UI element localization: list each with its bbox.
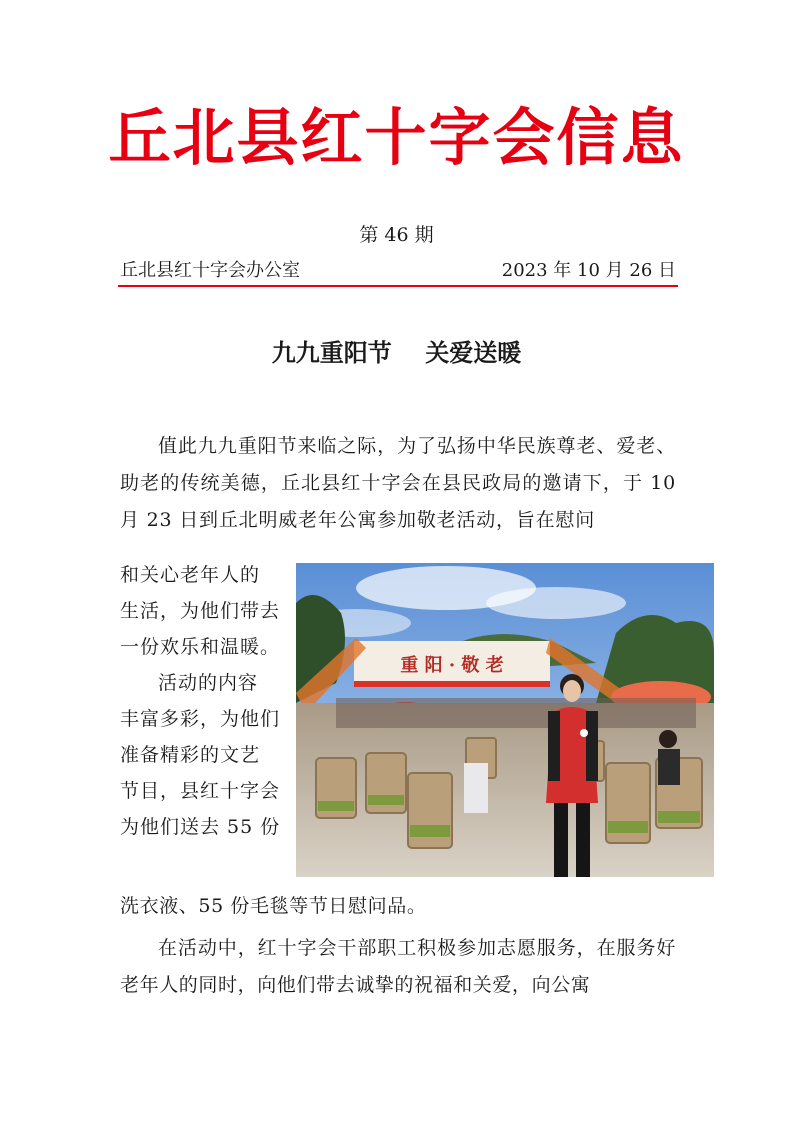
meta-row <box>120 258 676 284</box>
article-paragraph-1: 值此九九重阳节来临之际，为了弘扬中华民族尊老、爱老、助老的传统美德，丘北县红十字会在县民政局的邀请下，于 10 月 23 日到丘北明威老年公寓参加敬老活动，旨在慰问 <box>120 435 676 531</box>
header-divider <box>118 285 678 287</box>
side-line: 一份欢乐和温暖。 <box>120 636 281 658</box>
issuing-office: 丘北县红十字会办公室 <box>120 260 300 281</box>
article-paragraph-3: 在活动中，红十字会干部职工积极参加志愿服务，在服务好老年人的同时，向他们带去诚挚的祝福和关爱，向公寓 <box>120 937 676 996</box>
issue-number: 第 46 期 <box>359 224 434 246</box>
article-headline: 九九重阳节 关爱送暖 <box>271 338 522 367</box>
side-line: 活动的内容 <box>158 672 259 694</box>
side-line: 为他们送去 55 份 <box>120 816 281 838</box>
side-line: 节目，县红十字会 <box>120 780 281 802</box>
article-paragraph-2-end: 洗衣液、55 份毛毯等节日慰问品。 <box>120 895 427 917</box>
photo-wrap-text <box>120 557 290 845</box>
masthead-title: 丘北县红十字会信息 <box>108 101 685 174</box>
issue-date: 2023 年 10 月 26 日 <box>501 260 676 281</box>
svg-text:重 阳 · 敬 老: 重 阳 · 敬 老 <box>400 655 504 676</box>
side-line: 准备精彩的文艺 <box>120 744 261 766</box>
event-photo <box>296 563 714 877</box>
side-line: 丰富多彩，为他们 <box>120 708 281 730</box>
side-line: 和关心老年人的 <box>120 564 261 586</box>
side-line: 生活，为他们带去 <box>120 600 281 622</box>
